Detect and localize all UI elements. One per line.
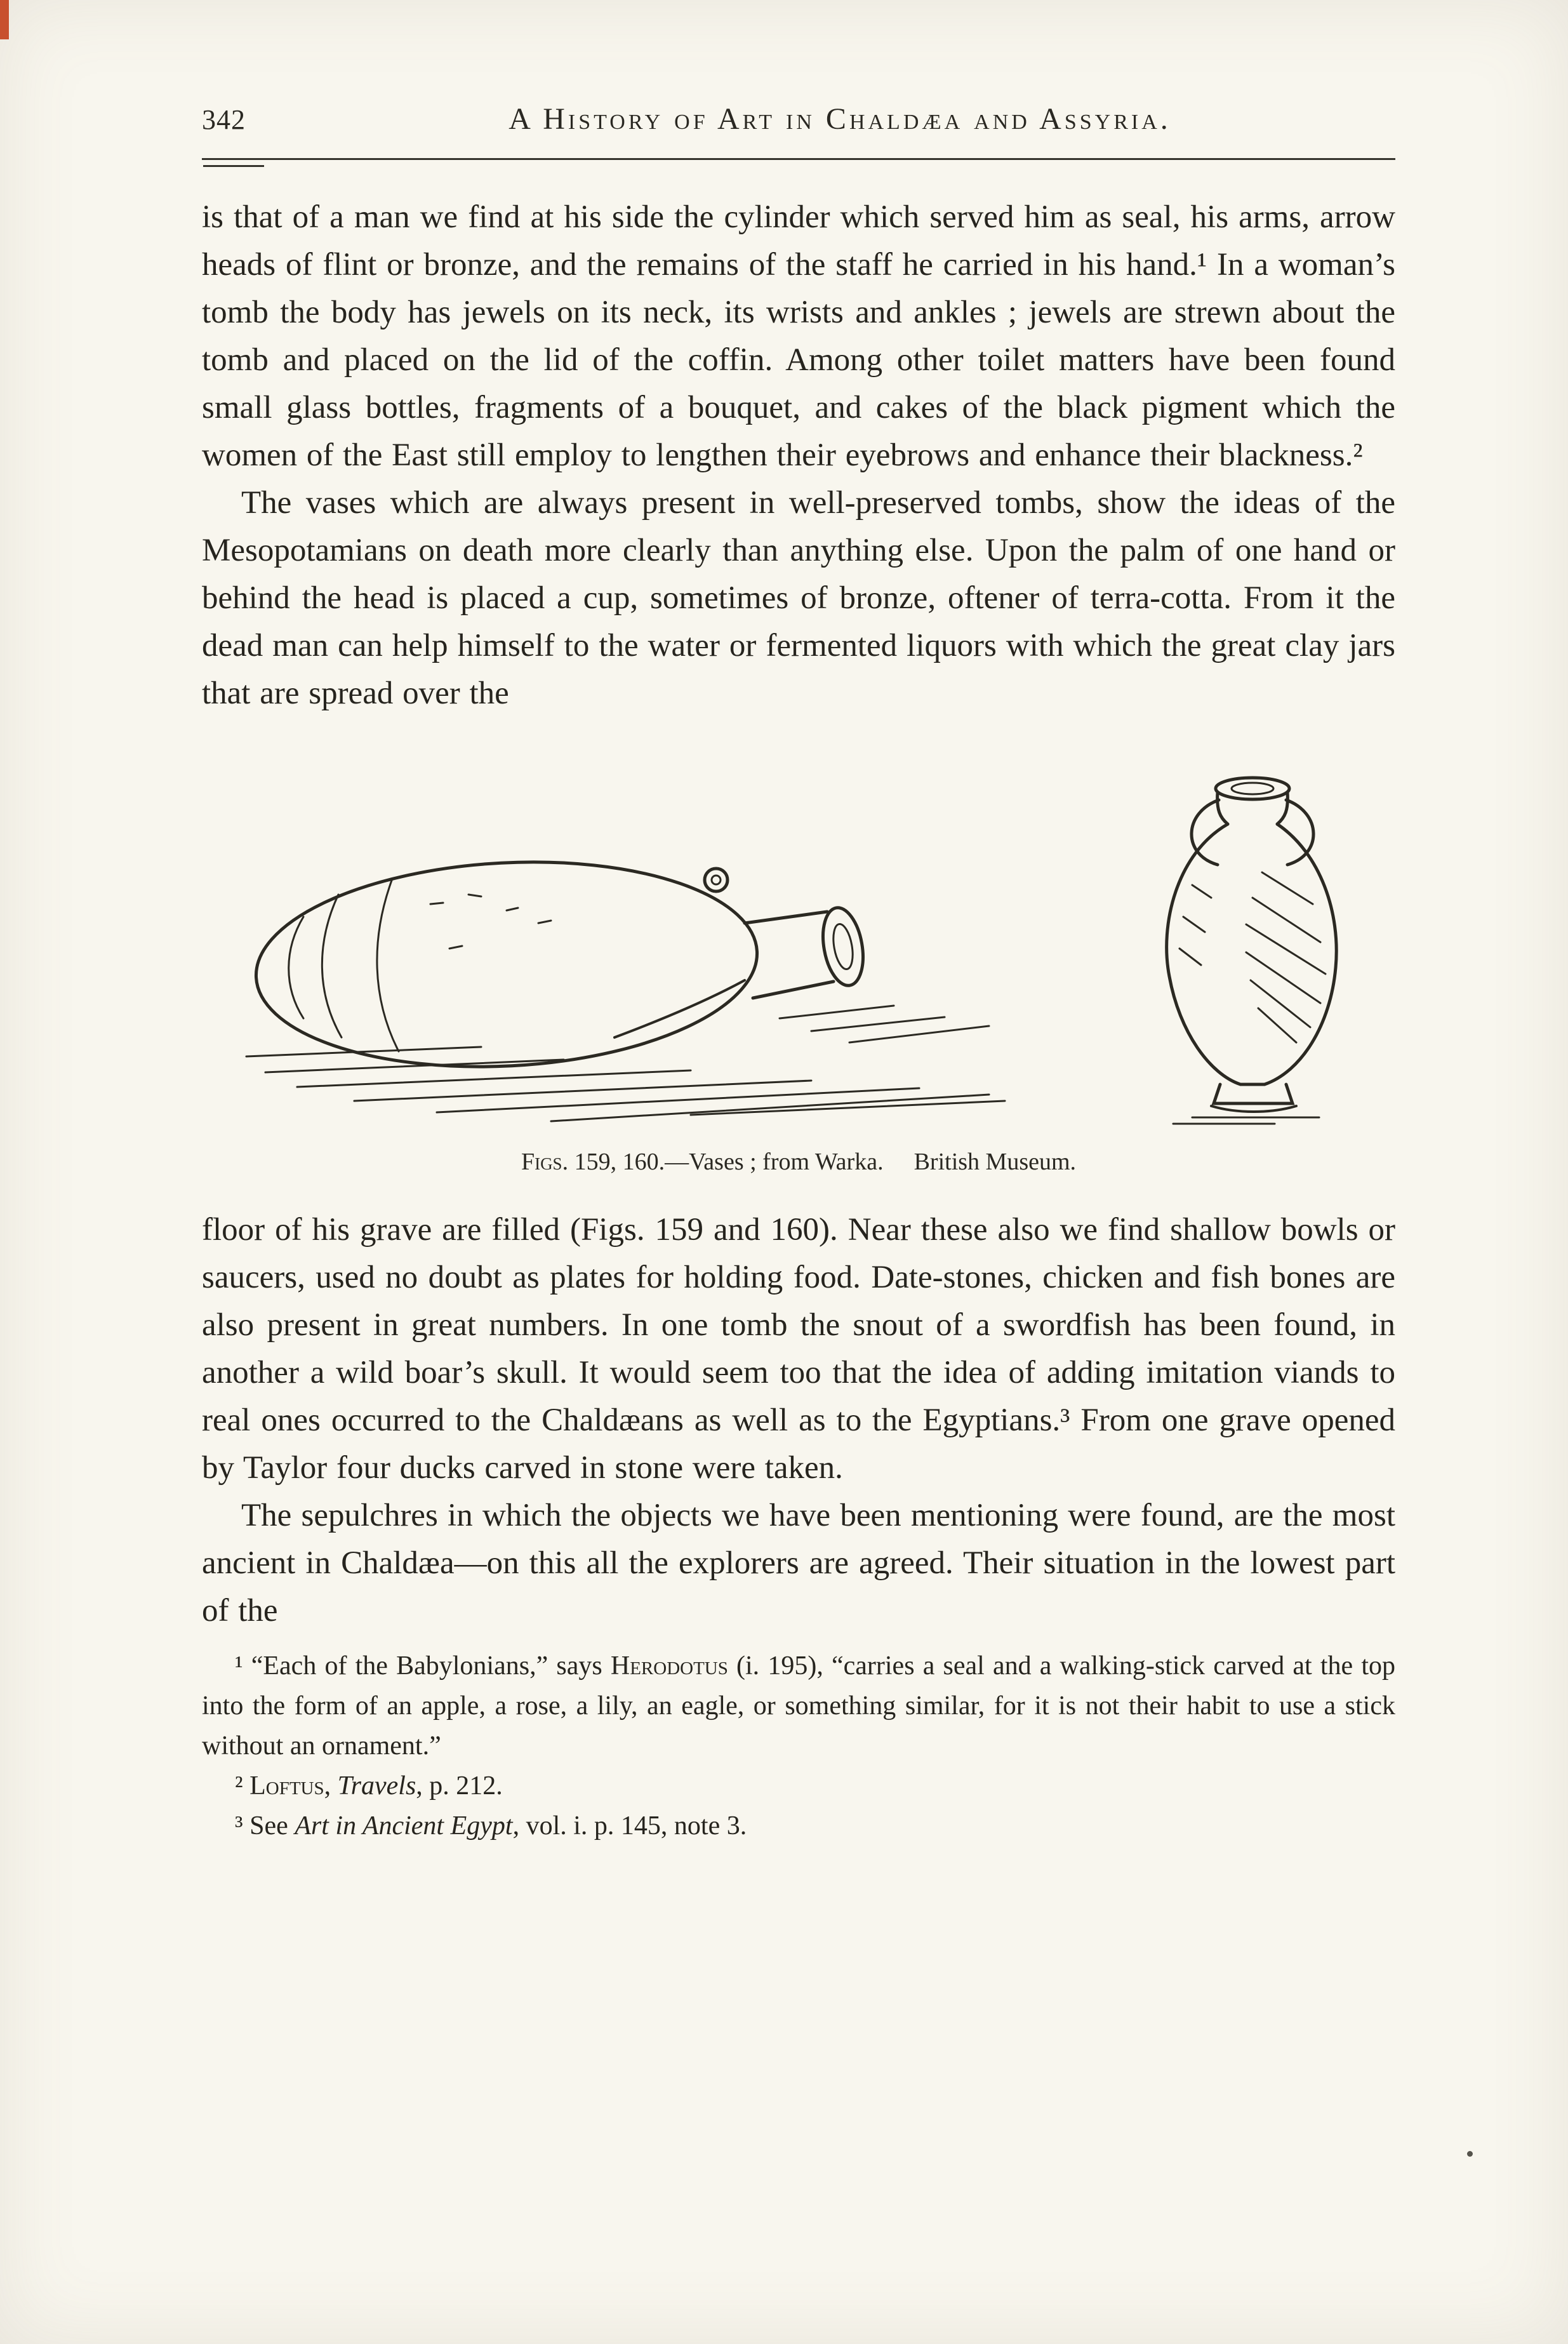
paragraph: floor of his grave are filled (Figs. 159 and 160). Near these also we find shallow bowls or saucers, used no doubt as plates for holding food. Date-stones, chicken and fish bones are also present in great numbers. In one tomb the snout of a swordfish has been found, in another a wild boar’s skull. It would seem too that the idea of adding imitation viands to real ones occurred to the Chaldæans as well as to the Egyptians.³ From one grave opened by Taylor four ducks carved in stone were taken. <box>202 1212 1395 1486</box>
header-rule <box>202 158 1395 160</box>
footnote-text: , <box>324 1771 338 1801</box>
upright-vase-illustration <box>1116 758 1389 1126</box>
footnote-2 <box>202 1766 1395 1806</box>
body-text-upper <box>202 194 1395 717</box>
lying-vase-illustration <box>208 828 1021 1126</box>
footnote-3 <box>202 1806 1395 1846</box>
page-number: 342 <box>202 104 246 135</box>
page-edge-red-mark <box>0 0 9 39</box>
footnote-text: ¹ “Each of the Babylonians,” says <box>235 1651 611 1681</box>
figure-caption-tail: British Museum. <box>914 1149 1077 1175</box>
footnote-text: ² <box>235 1771 250 1801</box>
page-content <box>202 102 1395 1846</box>
footnote-text: ³ See <box>235 1811 295 1841</box>
paragraph: is that of a man we find at his side the cylinder which served him as seal, his arms, arrow heads of flint or bronze, and the remains of the staff he carried in his hand.¹ In a woman’s tomb the body has jewels on its neck, its wrists and ankles ; jewels are strewn about the tomb and placed on the lid of the coffin. Among other toilet matters have been found small glass bottles, fragments of a bouquet, and cakes of the black pigment which the women of the East still employ to lengthen their eyebrows and enhance their blackness.² <box>202 199 1395 473</box>
footnote-title-italic: Travels <box>337 1771 416 1801</box>
paragraph: The sepulchres in which the objects we have been mentioning were found, are the most ancient in Chaldæa—on this all the explorers are agreed. Their situation in the lowest part of the <box>202 1498 1395 1628</box>
figure-caption <box>202 1148 1395 1176</box>
figure-caption-lead: Figs. <box>521 1149 569 1175</box>
body-text-lower <box>202 1206 1395 1635</box>
figure-caption-mid: 159, 160.—Vases ; from Warka. <box>568 1149 884 1175</box>
footnote-text: , p. 212. <box>416 1771 503 1801</box>
footnote-text: , vol. i. p. 145, note 3. <box>512 1811 747 1841</box>
vases-illustration <box>202 758 1395 1126</box>
footnote-author-smallcaps: Loftus <box>249 1771 324 1801</box>
running-header-title: A History of Art in Chaldæa and Assyria. <box>508 102 1171 136</box>
footnote-1 <box>202 1646 1395 1766</box>
paragraph: The vases which are always present in well-preserved tombs, show the ideas of the Mesopotamians on death more clearly than anything else. Upon the palm of one hand or behind the head is placed a cup, sometimes of bronze, oftener of terra-cotta. From it the dead man can help himself to the water or fermented liquors with which the great clay jars that are spread over the <box>202 485 1395 711</box>
figure-block <box>202 758 1395 1176</box>
footnote-title-italic: Art in Ancient Egypt <box>295 1811 513 1841</box>
footnotes <box>202 1646 1395 1846</box>
footnote-text: (i. 195), “carries a seal and a walking-stick carved at the top into the form of an apple, a rose, a lily, an eagle, or something similar, for it is not their habit to use a stick without an ornament.” <box>202 1651 1395 1761</box>
running-header <box>202 102 1395 137</box>
footnote-author-smallcaps: Herodotus <box>610 1651 728 1681</box>
scan-artifact-dot <box>1467 2151 1473 2157</box>
header-rule-dash <box>203 165 264 167</box>
